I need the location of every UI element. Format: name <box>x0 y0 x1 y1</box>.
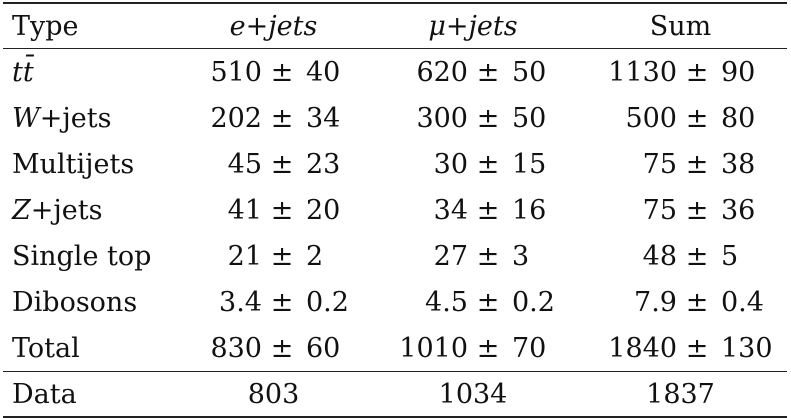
data-ejets: 803 <box>175 372 372 418</box>
cell-uncertainty: 50 <box>512 102 547 134</box>
cell-ej <box>175 187 372 233</box>
plus-minus-symbol: ± <box>270 286 294 318</box>
cell-value: 202 <box>210 102 262 134</box>
plus-minus-symbol: ± <box>685 194 709 226</box>
cell-uncertainty: 2 <box>306 240 324 272</box>
cell-value: 1840 <box>608 332 677 364</box>
cell-uncertainty: 36 <box>721 194 756 226</box>
cell-value: 500 <box>625 102 677 134</box>
row-label: Total <box>3 325 175 372</box>
row-label-symbol: tt̄ <box>12 56 34 88</box>
cell-uncertainty: 90 <box>721 56 756 88</box>
plus-minus-symbol: ± <box>685 56 709 88</box>
cell-value: 48 <box>642 240 677 272</box>
cell-value: 3.4 <box>219 286 262 318</box>
data-mujets: 1034 <box>372 372 574 418</box>
header-sum: Sum <box>574 3 787 49</box>
cell-sum <box>574 49 787 96</box>
cell-value: 30 <box>433 148 468 180</box>
table-row <box>3 49 787 96</box>
plus-minus-symbol: ± <box>685 332 709 364</box>
data-row <box>3 372 787 418</box>
cell-value: 75 <box>642 148 677 180</box>
cell-mj <box>372 325 574 372</box>
table-row <box>3 325 787 372</box>
cell-value: 21 <box>227 240 262 272</box>
cell-value: 75 <box>642 194 677 226</box>
cell-value: 4.5 <box>425 286 468 318</box>
event-yield-table <box>3 2 787 418</box>
cell-mj <box>372 49 574 96</box>
plus-minus-symbol: ± <box>685 102 709 134</box>
plus-minus-symbol: ± <box>685 148 709 180</box>
cell-uncertainty: 0.2 <box>512 286 555 318</box>
cell-uncertainty: 34 <box>306 102 341 134</box>
cell-sum <box>574 187 787 233</box>
cell-uncertainty: 50 <box>512 56 547 88</box>
plus-minus-symbol: ± <box>270 102 294 134</box>
cell-uncertainty: 0.4 <box>721 286 764 318</box>
header-ejets: e+jets <box>175 3 372 49</box>
table-row <box>3 279 787 325</box>
cell-value: 34 <box>433 194 468 226</box>
cell-mj <box>372 141 574 187</box>
row-label: Single top <box>12 240 152 272</box>
cell-ej <box>175 95 372 141</box>
cell-mj <box>372 279 574 325</box>
cell-sum <box>574 325 787 372</box>
cell-uncertainty: 38 <box>721 148 756 180</box>
cell-ej <box>175 279 372 325</box>
cell-value: 45 <box>227 148 262 180</box>
cell-mj <box>372 95 574 141</box>
cell-ej <box>175 141 372 187</box>
table-header-row <box>3 3 787 49</box>
plus-minus-symbol: ± <box>476 240 500 272</box>
cell-sum <box>574 279 787 325</box>
cell-ej <box>175 325 372 372</box>
plus-minus-symbol: ± <box>270 194 294 226</box>
cell-mj <box>372 233 574 279</box>
plus-minus-symbol: ± <box>476 56 500 88</box>
cell-uncertainty: 40 <box>306 56 341 88</box>
row-label-symbol: W <box>12 102 40 134</box>
cell-uncertainty: 23 <box>306 148 341 180</box>
cell-sum <box>574 233 787 279</box>
plus-minus-symbol: ± <box>270 148 294 180</box>
table-row <box>3 141 787 187</box>
plus-minus-symbol: ± <box>476 102 500 134</box>
row-label: Multijets <box>12 148 135 180</box>
row-label: Dibosons <box>12 286 138 318</box>
plus-minus-symbol: ± <box>685 240 709 272</box>
table-row <box>3 187 787 233</box>
cell-ej <box>175 233 372 279</box>
plus-minus-symbol: ± <box>476 148 500 180</box>
plus-minus-symbol: ± <box>476 332 500 364</box>
header-type: Type <box>3 3 175 49</box>
cell-sum <box>574 141 787 187</box>
plus-minus-symbol: ± <box>270 240 294 272</box>
cell-uncertainty: 70 <box>512 332 547 364</box>
row-label-symbol: Z <box>12 194 31 226</box>
row-label-suffix: +jets <box>39 102 112 134</box>
row-label-suffix: +jets <box>30 194 103 226</box>
cell-uncertainty: 80 <box>721 102 756 134</box>
cell-uncertainty: 15 <box>512 148 547 180</box>
cell-mj <box>372 187 574 233</box>
table-row <box>3 95 787 141</box>
cell-uncertainty: 5 <box>721 240 739 272</box>
cell-sum <box>574 95 787 141</box>
cell-uncertainty: 130 <box>721 332 773 364</box>
cell-uncertainty: 0.2 <box>306 286 349 318</box>
cell-uncertainty: 60 <box>306 332 341 364</box>
cell-value: 620 <box>416 56 468 88</box>
plus-minus-symbol: ± <box>476 194 500 226</box>
table-row <box>3 233 787 279</box>
cell-value: 27 <box>433 240 468 272</box>
cell-uncertainty: 16 <box>512 194 547 226</box>
header-mujets: μ+jets <box>372 3 574 49</box>
cell-value: 41 <box>227 194 262 226</box>
cell-value: 1130 <box>608 56 677 88</box>
plus-minus-symbol: ± <box>476 286 500 318</box>
cell-value: 510 <box>210 56 262 88</box>
row-label <box>3 49 175 96</box>
cell-ej <box>175 49 372 96</box>
cell-value: 830 <box>210 332 262 364</box>
plus-minus-symbol: ± <box>685 286 709 318</box>
cell-value: 1010 <box>399 332 468 364</box>
row-label <box>3 187 175 233</box>
cell-uncertainty: 3 <box>512 240 530 272</box>
row-label: Data <box>3 372 175 418</box>
data-sum: 1837 <box>574 372 787 418</box>
cell-value: 7.9 <box>634 286 677 318</box>
row-label <box>3 95 175 141</box>
cell-uncertainty: 20 <box>306 194 341 226</box>
cell-value: 300 <box>416 102 468 134</box>
plus-minus-symbol: ± <box>270 56 294 88</box>
plus-minus-symbol: ± <box>270 332 294 364</box>
